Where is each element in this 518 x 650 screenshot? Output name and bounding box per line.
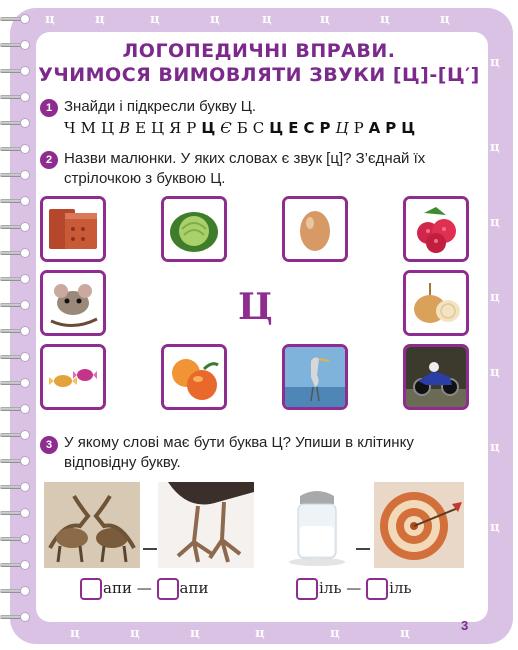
frame-letter-ц: ц bbox=[130, 626, 140, 641]
letter-item[interactable]: Є bbox=[220, 119, 233, 137]
picture-cabbage[interactable] bbox=[161, 196, 227, 262]
spiral-ring bbox=[0, 92, 26, 102]
picture-candies[interactable] bbox=[40, 344, 106, 410]
letter-item[interactable]: Ц bbox=[335, 119, 350, 137]
spiral-ring bbox=[0, 300, 26, 310]
frame-letter-ц: ц bbox=[490, 365, 500, 380]
frame-letter-ц: ц bbox=[400, 626, 410, 641]
picture-heron[interactable] bbox=[282, 344, 348, 410]
spiral-ring bbox=[0, 196, 26, 206]
spiral-ring bbox=[0, 404, 26, 414]
word-ending: іль bbox=[389, 579, 412, 597]
answer-box[interactable] bbox=[366, 578, 388, 600]
goats-image bbox=[44, 482, 140, 568]
page-number: 3 bbox=[461, 618, 469, 633]
frame-letter-ц: ц bbox=[490, 440, 500, 455]
frame-letter-ц: ц bbox=[320, 12, 330, 27]
target-image bbox=[374, 482, 464, 568]
spiral-ring bbox=[0, 248, 26, 258]
spiral-ring bbox=[0, 482, 26, 492]
spiral-ring bbox=[0, 352, 26, 362]
word-ending: апи bbox=[103, 579, 132, 597]
frame-letter-ц: ц bbox=[255, 626, 265, 641]
salt-shaker-image bbox=[282, 482, 352, 568]
spiral-ring bbox=[0, 560, 26, 570]
spiral-ring bbox=[0, 274, 26, 284]
letter-item[interactable]: Ц bbox=[401, 119, 417, 137]
spiral-binding bbox=[0, 14, 30, 644]
letter-item[interactable]: В bbox=[119, 119, 132, 137]
frame-letter-ц: ц bbox=[330, 626, 340, 641]
heron-image bbox=[285, 347, 345, 407]
letter-item[interactable]: Ц bbox=[151, 119, 166, 137]
frame-letter-ц: ц bbox=[150, 12, 160, 27]
dash-separator bbox=[143, 548, 157, 550]
letter-item[interactable]: С bbox=[252, 119, 266, 137]
spiral-ring bbox=[0, 14, 26, 24]
page-title-line1: ЛОГОПЕДИЧНІ ВПРАВИ. bbox=[122, 40, 396, 62]
spiral-ring bbox=[0, 326, 26, 336]
letter-item[interactable]: Ц bbox=[201, 119, 217, 137]
mouse-image bbox=[43, 273, 103, 333]
task-3-instruction: У якому слові має бути буква Ц? Упиши в клітинку відповідну букву. bbox=[64, 434, 414, 471]
frame-letter-ц: ц bbox=[45, 12, 55, 27]
letter-item[interactable]: Е bbox=[135, 119, 148, 137]
letter-item[interactable]: Р bbox=[385, 119, 398, 137]
dash-separator bbox=[356, 548, 370, 550]
spiral-ring bbox=[0, 612, 26, 622]
letter-item[interactable]: Е bbox=[288, 119, 300, 137]
letter-item[interactable]: М bbox=[80, 119, 97, 137]
task-1-instruction: Знайди і підкресли букву Ц. bbox=[64, 98, 257, 115]
task-3-number: 3 bbox=[40, 436, 58, 454]
spiral-ring bbox=[0, 144, 26, 154]
onion-image bbox=[406, 273, 466, 333]
bird-feet-image bbox=[158, 482, 254, 568]
spiral-ring bbox=[0, 456, 26, 466]
cabbage-image bbox=[164, 199, 224, 259]
dash-separator: — bbox=[346, 579, 362, 597]
letter-item[interactable]: А bbox=[368, 119, 382, 137]
answer-pair-2 bbox=[296, 578, 412, 600]
answer-box[interactable] bbox=[157, 578, 179, 600]
letter-item[interactable]: Р bbox=[319, 119, 332, 137]
page-title-line2: УЧИМОСЯ ВИМОВЛЯТИ ЗВУКИ [Ц]-[Ц′] bbox=[38, 64, 480, 86]
letter-item[interactable]: Р bbox=[186, 119, 198, 137]
spiral-ring bbox=[0, 586, 26, 596]
center-letter-c: Ц bbox=[238, 286, 273, 328]
task-2-number: 2 bbox=[40, 151, 58, 169]
spiral-ring bbox=[0, 378, 26, 388]
answer-box[interactable] bbox=[80, 578, 102, 600]
frame-letter-ц: ц bbox=[490, 520, 500, 535]
bricks-image bbox=[43, 199, 103, 259]
letter-item[interactable]: Ц bbox=[269, 119, 285, 137]
spiral-ring bbox=[0, 534, 26, 544]
candies-image bbox=[43, 347, 103, 407]
answer-box[interactable] bbox=[296, 578, 318, 600]
spiral-ring bbox=[0, 222, 26, 232]
letter-item[interactable]: С bbox=[303, 119, 316, 137]
picture-raspberries[interactable] bbox=[403, 196, 469, 262]
frame-letter-ц: ц bbox=[70, 626, 80, 641]
frame-letter-ц: ц bbox=[490, 290, 500, 305]
letter-item[interactable]: Р bbox=[353, 119, 365, 137]
task-1-number: 1 bbox=[40, 99, 58, 117]
spiral-ring bbox=[0, 430, 26, 440]
spiral-ring bbox=[0, 118, 26, 128]
word-ending: іль bbox=[319, 579, 342, 597]
task-2-instruction: Назви малюнки. У яких словах є звук [ц]? З’єднай їх стрілочкою з буквою Ц. bbox=[64, 150, 426, 187]
picture-motorcycle[interactable] bbox=[403, 344, 469, 410]
frame-letter-ц: ц bbox=[95, 12, 105, 27]
word-ending: апи bbox=[179, 579, 209, 597]
picture-mouse[interactable] bbox=[40, 270, 106, 336]
egg-image bbox=[285, 199, 345, 259]
frame-letter-ц: ц bbox=[210, 12, 220, 27]
spiral-ring bbox=[0, 170, 26, 180]
frame-letter-ц: ц bbox=[490, 215, 500, 230]
letter-row bbox=[64, 119, 474, 137]
raspberries-image bbox=[406, 199, 466, 259]
letter-item[interactable]: Б bbox=[236, 119, 249, 137]
letter-item[interactable]: Ч bbox=[64, 119, 77, 137]
picture-egg[interactable] bbox=[282, 196, 348, 262]
letter-item[interactable]: Я bbox=[169, 119, 183, 137]
frame-letter-ц: ц bbox=[262, 12, 272, 27]
answer-pair-1 bbox=[80, 578, 208, 600]
frame-letter-ц: ц bbox=[190, 626, 200, 641]
frame-letter-ц: ц bbox=[440, 12, 450, 27]
spiral-ring bbox=[0, 508, 26, 518]
peaches-image bbox=[164, 347, 224, 407]
frame-letter-ц: ц bbox=[490, 140, 500, 155]
dash-separator: — bbox=[136, 579, 152, 597]
frame-letter-ц: ц bbox=[490, 55, 500, 70]
frame-letter-ц: ц bbox=[380, 12, 390, 27]
picture-peaches[interactable] bbox=[161, 344, 227, 410]
letter-item[interactable]: Ц bbox=[100, 119, 116, 137]
motorcycle-image bbox=[406, 347, 466, 407]
picture-onion[interactable] bbox=[403, 270, 469, 336]
picture-bricks[interactable] bbox=[40, 196, 106, 262]
